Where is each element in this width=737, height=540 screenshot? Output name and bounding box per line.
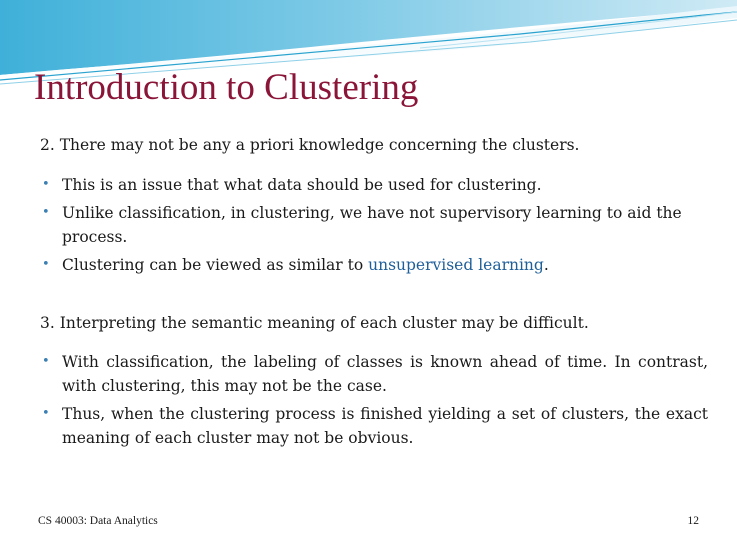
point-2-bullet-list — [40, 173, 708, 277]
list-item — [40, 253, 708, 277]
bullet-text: With classification, the labeling of classes is known ahead of time. In contrast, with clustering, this may not be the case. — [62, 353, 708, 395]
list-item — [40, 173, 708, 197]
bullet-text-suffix: . — [543, 256, 549, 274]
bullet-icon: • — [42, 354, 50, 369]
list-item — [40, 350, 708, 398]
point-2-heading: 2. There may not be any a priori knowledge concerning the clusters. — [40, 136, 580, 154]
bullet-icon: • — [42, 177, 50, 192]
bullet-icon: • — [42, 406, 50, 421]
bullet-text: Thus, when the clustering process is finished yielding a set of clusters, the exact meaning of each cluster may not be obvious. — [62, 405, 708, 447]
list-item — [40, 201, 708, 249]
list-item — [40, 402, 708, 450]
page-number: 12 — [687, 515, 699, 527]
bullet-text: This is an issue that what data should be used for clustering. — [62, 176, 542, 194]
slide-title: Introduction to Clustering — [34, 67, 419, 108]
point-3-bullet-list — [40, 350, 708, 450]
bullet-text: Clustering can be viewed as similar to — [62, 256, 369, 274]
bullet-text: Unlike classification, in clustering, we have not supervisory learning to aid the process. — [62, 204, 682, 246]
bullet-icon: • — [42, 257, 50, 272]
bullet-icon: • — [42, 205, 50, 220]
point-3-heading: 3. Interpreting the semantic meaning of each cluster may be difficult. — [40, 314, 589, 332]
footer-course-label: CS 40003: Data Analytics — [38, 515, 158, 527]
highlighted-term: unsupervised learning — [368, 256, 544, 274]
